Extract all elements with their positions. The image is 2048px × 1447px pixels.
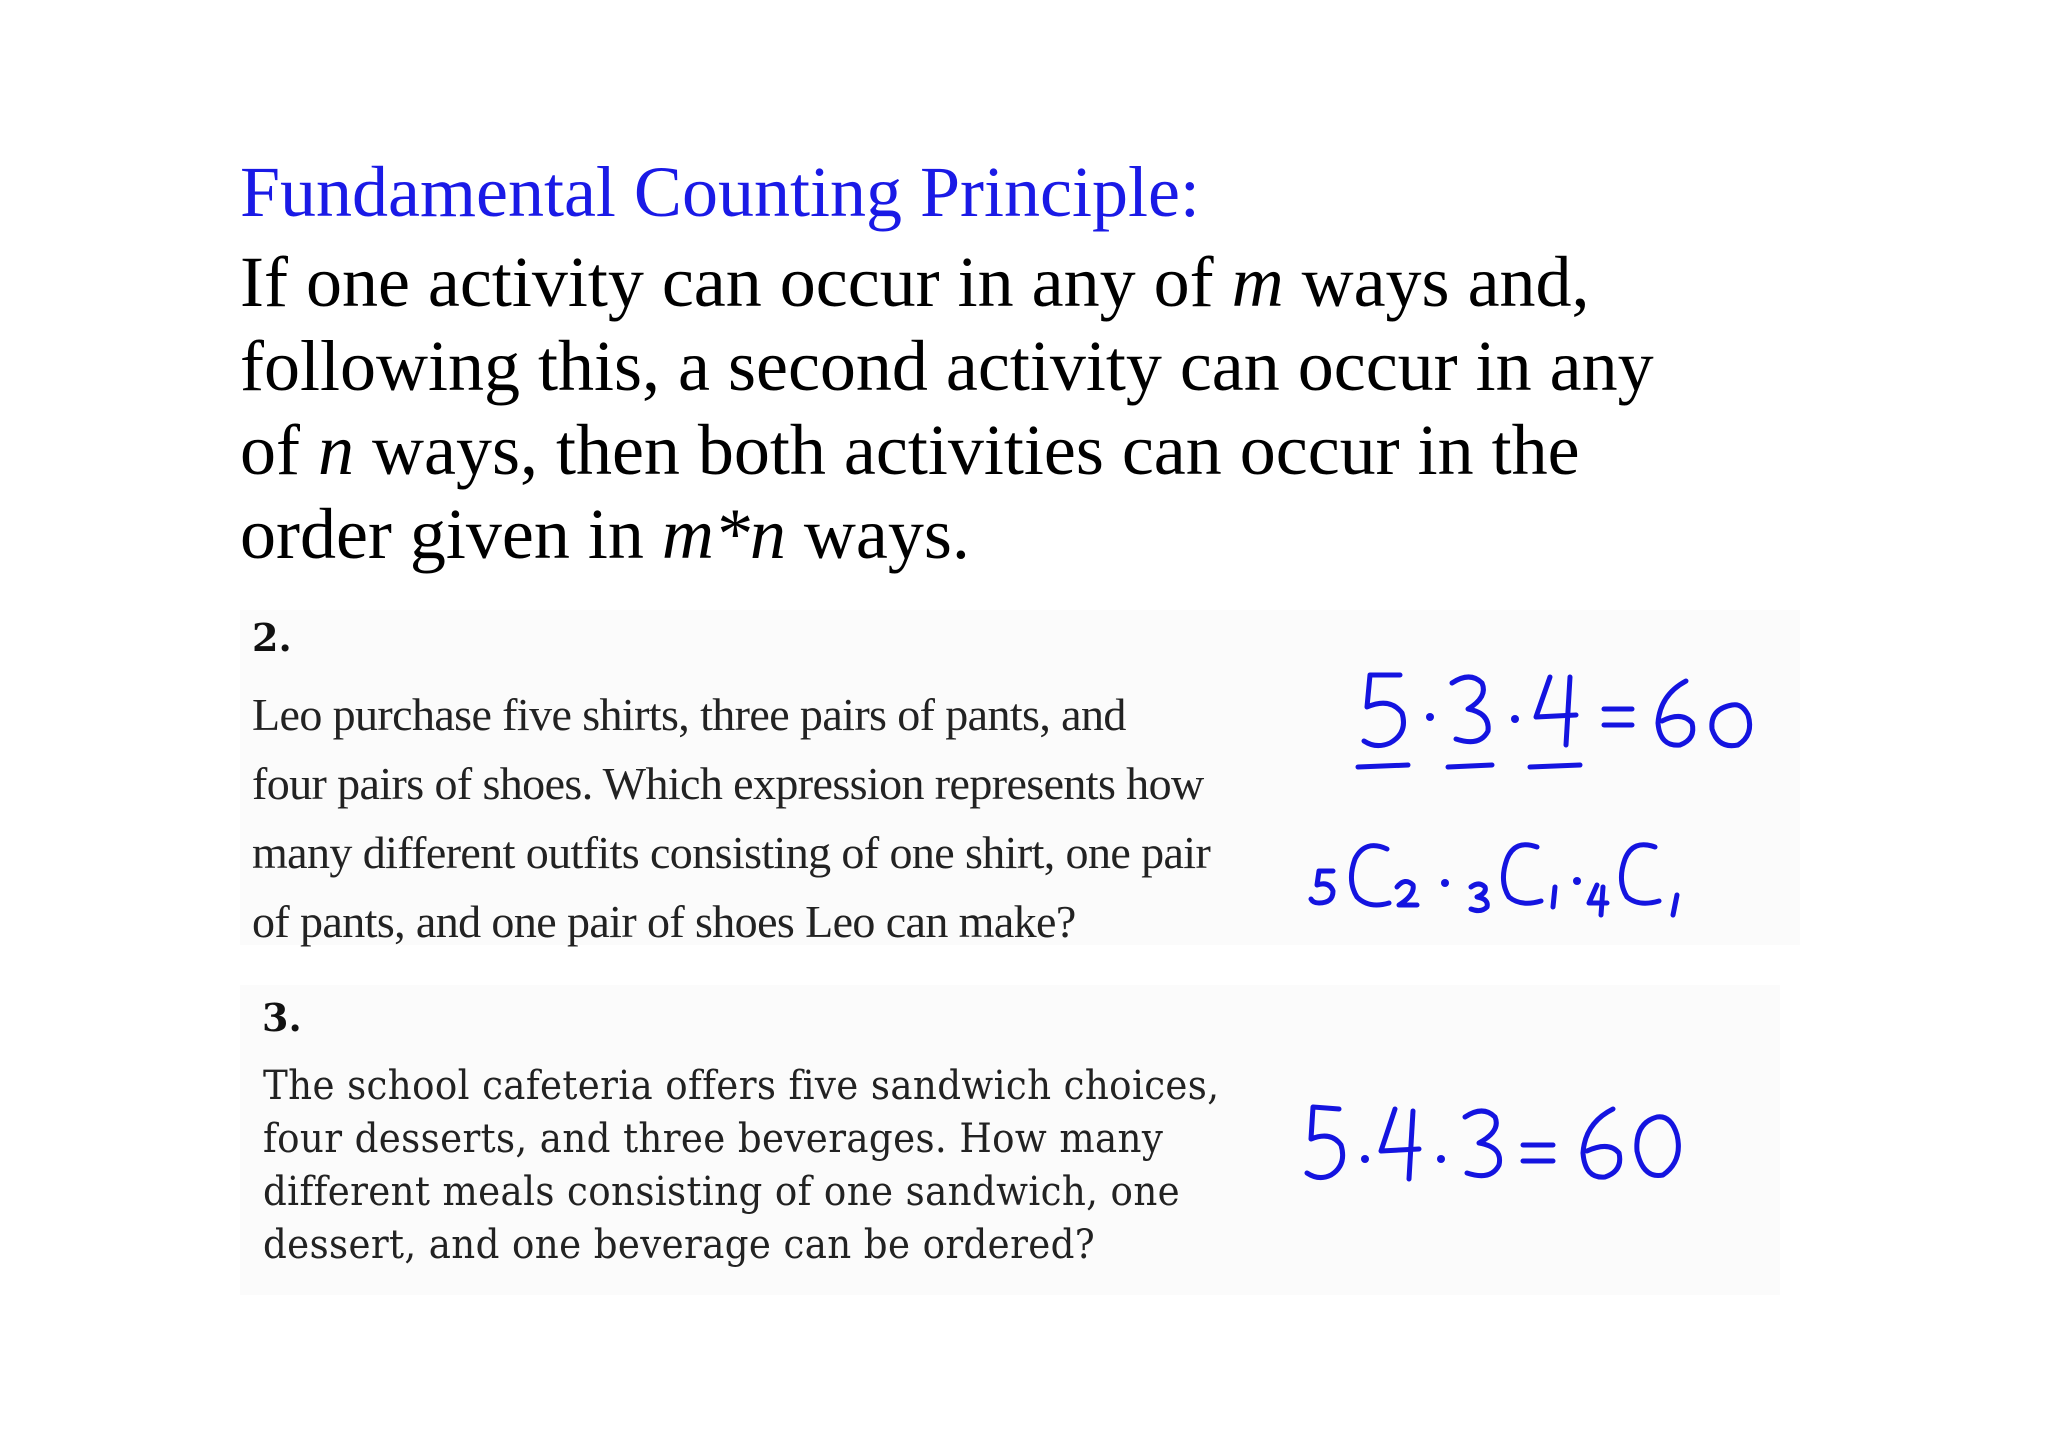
problem-2-text: Leo purchase five shirts, three pairs of pants, and four pairs of shoes. Which expression represents how many different outfits consisting of one shirt, one pair of pants, and one pair of shoes Leo can make? — [252, 689, 1211, 947]
principle-line-1: If one activity can occur in any of m ways and, — [240, 242, 1590, 322]
problem-3-text: The school cafeteria offers five sandwich choices, four desserts, and three beverages. How many different meals consisting of one sandwich, one dessert, and one beverage can be ordered? — [263, 1063, 1220, 1268]
handwritten-product-problem-3 — [1295, 1095, 1735, 1205]
principle-statement — [240, 240, 1760, 576]
problem-2-number: 2. — [252, 615, 292, 660]
slide-title: Fundamental Counting Principle: — [240, 152, 1200, 232]
principle-line-4: order given in m*n ways. — [240, 494, 970, 574]
principle-line-3: of n ways, then both activities can occur in the — [240, 410, 1580, 490]
handwritten-combination-expression — [1305, 825, 1825, 935]
handwritten-product-problem-2 — [1340, 665, 1840, 785]
principle-line-2: following this, a second activity can occur in any — [240, 326, 1654, 406]
problem-3-number: 3. — [262, 995, 302, 1040]
